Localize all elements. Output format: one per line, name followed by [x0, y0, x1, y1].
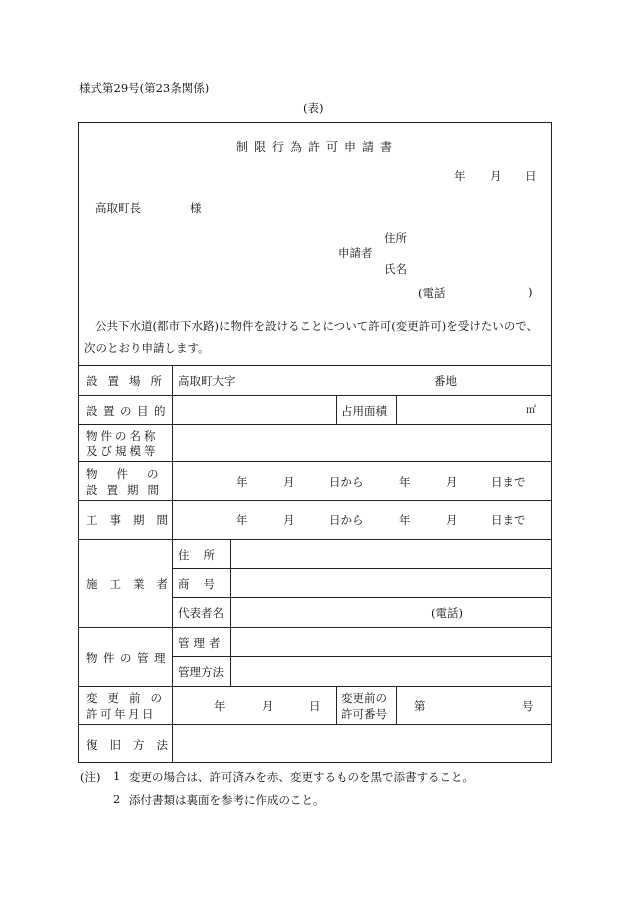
note-1-number: 1: [113, 769, 121, 783]
row-divider: [172, 597, 552, 598]
date-year: 年: [454, 169, 466, 183]
honorific: 様: [190, 201, 202, 215]
note-2-number: 2: [113, 792, 121, 806]
column-divider: [336, 686, 337, 724]
prev-no-label-2: 許可番号: [341, 707, 387, 721]
install-period-label-1: 物件の: [86, 467, 178, 481]
work-period-label: 工事期間: [86, 513, 180, 527]
manage-method-label: 管理方法: [178, 665, 224, 679]
location-suffix: 番地: [434, 374, 457, 388]
row-divider: [78, 627, 552, 628]
applicant-name-label: 氏名: [384, 262, 407, 276]
row-divider: [78, 724, 552, 725]
column-divider: [230, 539, 231, 686]
work-from-year: 年: [236, 513, 248, 527]
name-scale-label-1: 物件の名称: [86, 429, 159, 443]
row-divider: [172, 568, 552, 569]
contractor-label: 施工業者: [86, 577, 180, 591]
prev-date-day: 日: [309, 699, 321, 713]
note-2-text: 添付書類は裏面を参考に作成のこと。: [129, 793, 325, 807]
form-title: 制限行為許可申請書: [236, 140, 399, 154]
location-prefix: 高取町大字: [178, 374, 236, 388]
row-divider: [172, 656, 552, 657]
install-to-day: 日まで: [491, 475, 526, 489]
prev-date-label-2: 許可年月日: [86, 707, 156, 721]
work-from-day: 日から: [329, 513, 364, 527]
body-line-2: 次のとおり申請します。: [84, 341, 210, 355]
work-to-month: 月: [446, 513, 458, 527]
install-from-month: 月: [283, 475, 295, 489]
manager-label: 管理者: [178, 636, 225, 650]
row-divider: [78, 424, 552, 425]
contractor-phone: (電話): [431, 606, 463, 620]
location-label-text: 設置場所: [86, 374, 172, 388]
location-label: [86, 373, 172, 389]
date-month: 月: [490, 169, 502, 183]
prev-no-suffix: 号: [522, 699, 534, 713]
management-label: 物件の管理: [86, 651, 171, 665]
date-day: 日: [525, 169, 537, 183]
prev-date-month: 月: [262, 699, 274, 713]
restore-label: 復旧方法: [86, 738, 180, 752]
row-divider: [78, 539, 552, 540]
row-divider: [78, 686, 552, 687]
contractor-rep-label: 代表者名: [178, 606, 224, 620]
body-line-1: 公共下水道(都市下水路)に物件を設けることについて許可(変更許可)を受けたいので、: [95, 319, 538, 333]
addressee: 高取町長: [95, 201, 141, 215]
work-from-month: 月: [283, 513, 295, 527]
work-to-day: 日まで: [491, 513, 526, 527]
phone-open: (電話: [418, 286, 446, 300]
install-to-month: 月: [446, 475, 458, 489]
applicant-label: 申請者: [338, 246, 373, 260]
column-divider: [336, 395, 337, 424]
install-from-year: 年: [236, 475, 248, 489]
form-number: 様式第29号(第23条関係): [79, 81, 210, 95]
row-divider: [78, 365, 552, 366]
prev-no-label-1: 変更前の: [341, 691, 387, 705]
side-label: (表): [303, 101, 324, 115]
contractor-address-label: 住所: [178, 548, 229, 562]
note-marker: (注): [80, 770, 101, 784]
prev-date-year: 年: [214, 699, 226, 713]
row-divider: [78, 395, 552, 396]
column-divider: [172, 365, 173, 763]
prev-date-label-1: 変更前の: [86, 691, 172, 705]
column-divider: [396, 686, 397, 724]
note-1-text: 変更の場合は、許可済みを赤、変更するものを黒で添書すること。: [129, 770, 474, 784]
contractor-trade-label: 商号: [178, 577, 229, 591]
column-divider: [396, 395, 397, 424]
install-period-label-2: 設置期間: [86, 483, 168, 497]
install-from-day: 日から: [329, 475, 364, 489]
prev-no-prefix: 第: [414, 699, 426, 713]
area-unit: ㎡: [526, 405, 536, 416]
name-scale-label-2: 及び規模等: [86, 444, 159, 458]
work-to-year: 年: [399, 513, 411, 527]
row-divider: [78, 461, 552, 462]
install-to-year: 年: [399, 475, 411, 489]
area-label: 占用面積: [341, 404, 387, 418]
purpose-label: 設置の目的: [86, 404, 171, 418]
applicant-address-label: 住所: [384, 231, 407, 245]
row-divider: [78, 500, 552, 501]
phone-close: ): [528, 285, 533, 299]
